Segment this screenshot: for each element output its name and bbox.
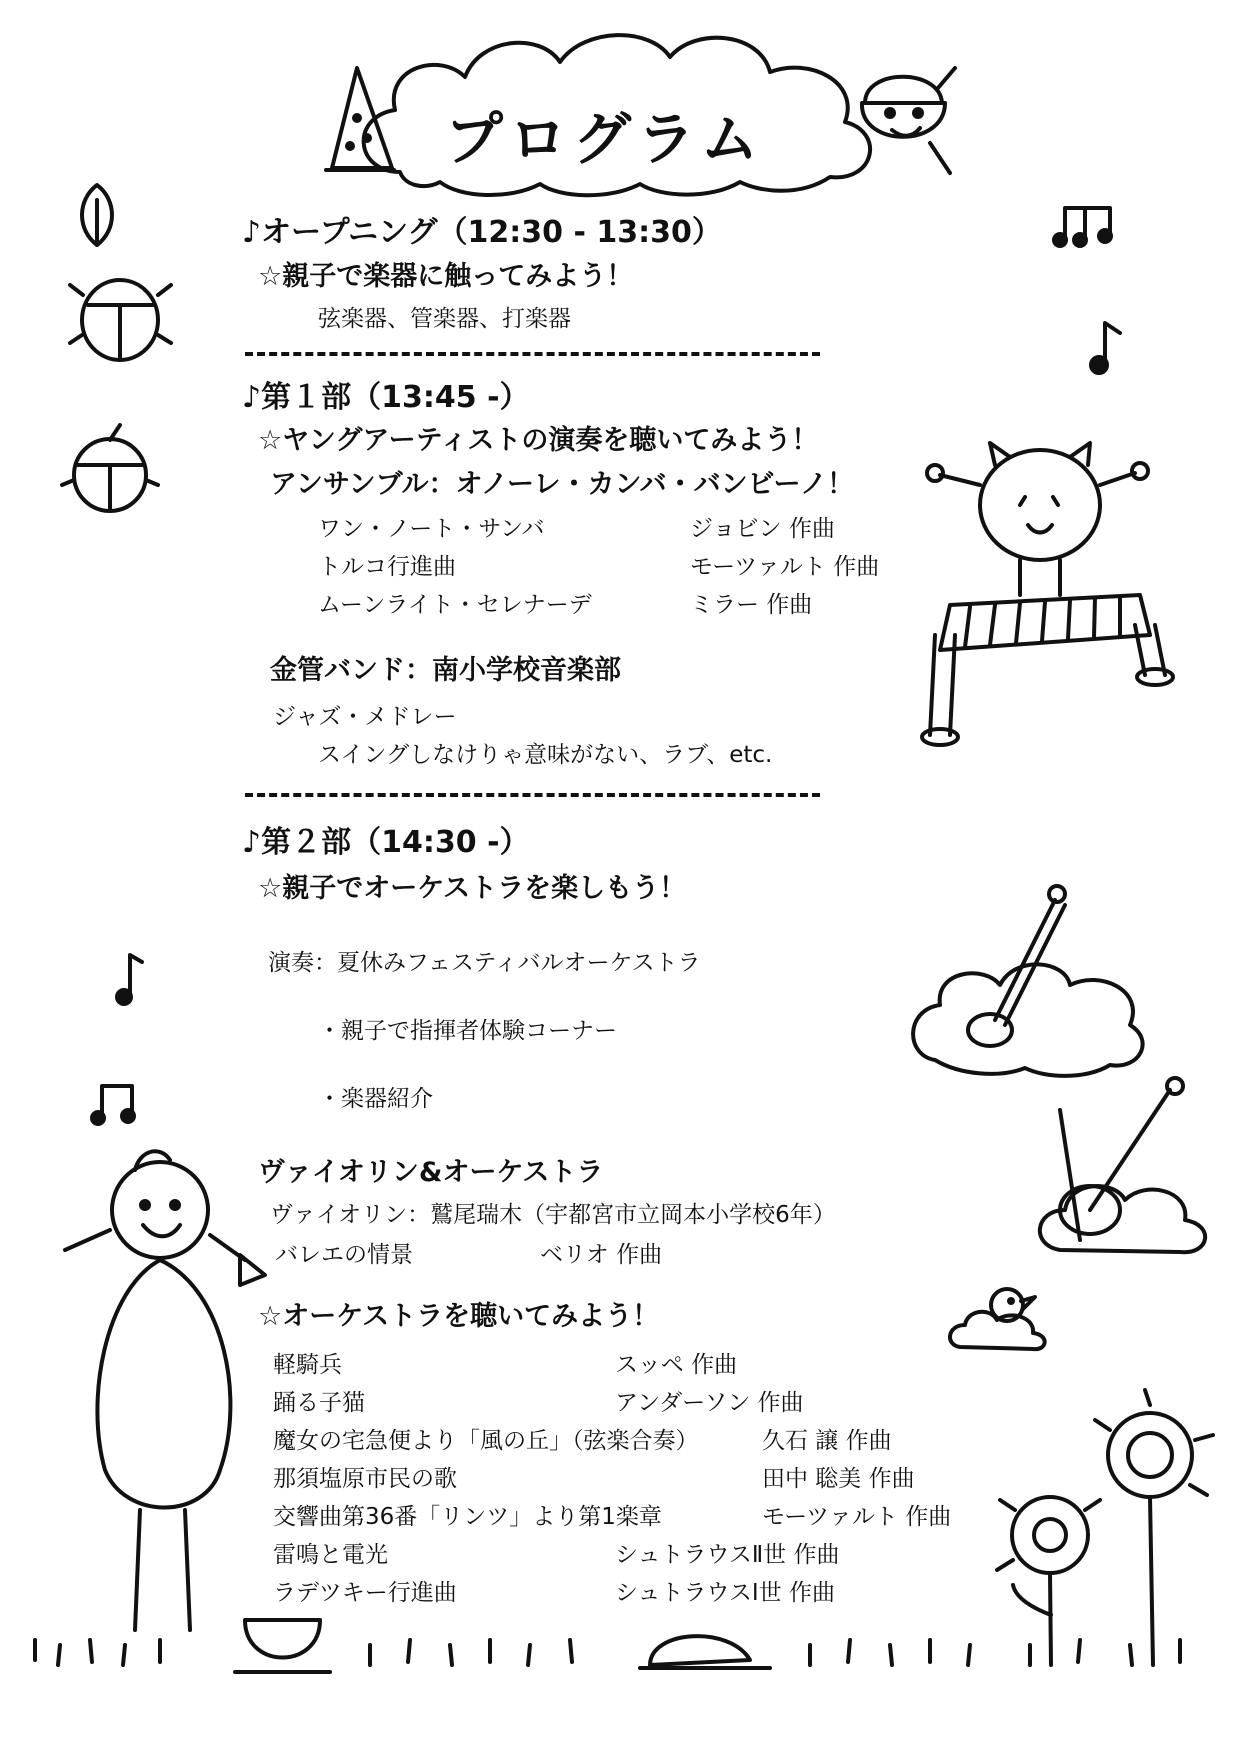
- part2-corner: ・親子で指揮者体験コーナー: [318, 1018, 617, 1044]
- leaf-icon: [72, 180, 122, 250]
- opening-activity: ☆親子で楽器に触ってみよう！: [258, 261, 634, 292]
- piece-composer: スッペ 作曲: [615, 1352, 738, 1378]
- piece-composer: モーツァルト 作曲: [690, 554, 880, 580]
- bird-cloud-icon: [945, 1275, 1055, 1355]
- section-divider: [245, 793, 820, 797]
- piece-title: 踊る子猫: [273, 1390, 365, 1416]
- piece-composer: ミラー 作曲: [690, 592, 813, 618]
- beetle-icon: [68, 265, 173, 370]
- part2-activity: ☆親子でオーケストラを楽しもう！: [258, 873, 687, 904]
- tree-character-icon: [45, 1140, 275, 1640]
- piece-title: 交響曲第36番「リンツ」より第1楽章: [273, 1504, 662, 1530]
- part1-activity: ☆ヤングアーティストの演奏を聴いてみよう！: [258, 425, 819, 456]
- violinist: ヴァイオリン：鷲尾瑞木（宇都宮市立岡本小学校6年）: [270, 1202, 836, 1228]
- part1-heading: ♪第１部（13:45 -）: [242, 380, 530, 415]
- piece-title: バレエの情景: [275, 1242, 413, 1268]
- page-title: プログラム: [445, 105, 765, 173]
- music-note-icon: [110, 950, 150, 1010]
- part2-corner: ・楽器紹介: [318, 1086, 433, 1112]
- piece-composer: モーツァルト 作曲: [762, 1504, 952, 1530]
- music-note-icon: [1085, 318, 1125, 378]
- part1-ensemble: アンサンブル：オノーレ・カンバ・バンビーノ！: [270, 469, 855, 500]
- piece-title: トルコ行進曲: [318, 554, 456, 580]
- section-divider: [245, 352, 820, 356]
- opening-instruments: 弦楽器、管楽器、打楽器: [318, 306, 571, 332]
- piece-composer: アンダーソン 作曲: [615, 1390, 804, 1416]
- part2-performer: 演奏：夏休みフェスティバルオーケストラ: [268, 950, 701, 976]
- piece-title: 魔女の宅急便より「風の丘」（弦楽合奏）: [273, 1428, 699, 1454]
- violin-title: ヴァイオリン&オーケストラ: [258, 1157, 604, 1188]
- beetle-icon: [60, 420, 160, 520]
- music-note-icon: [1050, 200, 1120, 250]
- piece-composer: ジョビン 作曲: [690, 516, 835, 542]
- piece-title: ムーンライト・セレナーデ: [318, 592, 592, 618]
- part1-band: 金管バンド：南小学校音楽部: [270, 655, 621, 686]
- piece-title: ラデツキー行進曲: [273, 1580, 457, 1606]
- piece-title: 雷鳴と電光: [273, 1542, 388, 1568]
- piece-composer: ベリオ 作曲: [540, 1242, 663, 1268]
- piece-title: 那須塩原市民の歌: [273, 1466, 457, 1492]
- part1-medley: ジャズ・メドレー: [273, 704, 457, 730]
- piece-composer: シュトラウスⅠ世 作曲: [615, 1580, 835, 1606]
- watermelon-icon: [312, 58, 402, 178]
- clarinet-cloud-icon: [905, 880, 1155, 1080]
- piece-composer: シュトラウスⅡ世 作曲: [615, 1542, 840, 1568]
- ground-doodles: [30, 1610, 1210, 1700]
- violin-cloud-icon: [1020, 1070, 1220, 1260]
- acorn-character-icon: [850, 48, 960, 188]
- piece-composer: 久石 譲 作曲: [762, 1428, 892, 1454]
- piece-title: 軽騎兵: [273, 1352, 342, 1378]
- opening-heading: ♪オープニング（12:30 - 13:30）: [242, 215, 722, 250]
- part2-listen: ☆オーケストラを聴いてみよう！: [258, 1301, 660, 1332]
- music-note-icon: [90, 1078, 140, 1128]
- part2-heading: ♪第２部（14:30 -）: [242, 825, 530, 860]
- piece-title: ワン・ノート・サンバ: [318, 516, 545, 542]
- part1-medley-pieces: スイングしなけりゃ意味がない、ラブ、etc.: [318, 742, 773, 768]
- piece-composer: 田中 聡美 作曲: [762, 1466, 915, 1492]
- cat-xylophone-icon: [910, 435, 1180, 755]
